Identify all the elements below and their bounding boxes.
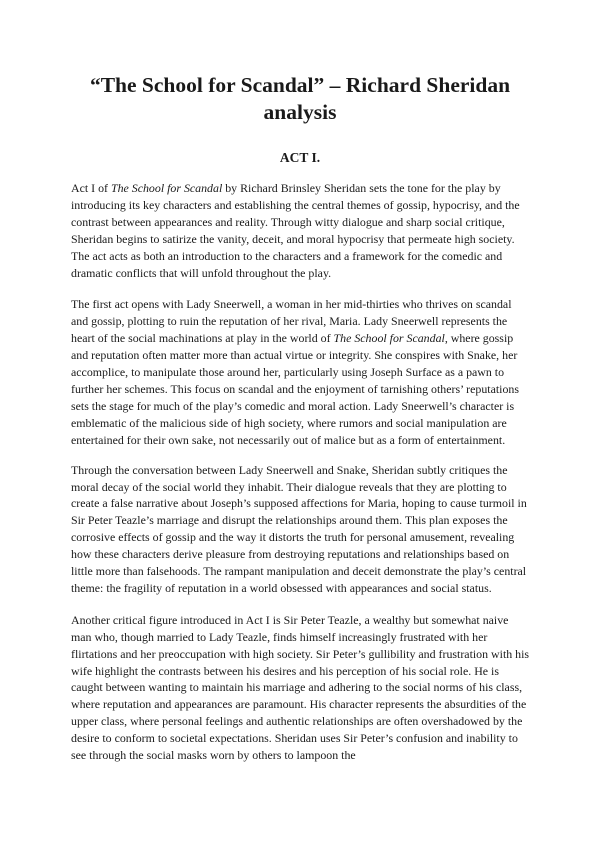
document-title: “The School for Scandal” – Richard Sheridan analysis xyxy=(89,73,511,124)
body-paragraph xyxy=(71,180,531,281)
section-heading-act-1: ACT I. xyxy=(279,150,321,165)
paragraph-text: Another critical figure introduced in Act I is Sir Peter Teazle, a wealthy but somewhat naive man who, though married to Lady Teazle, finds himself increasingly frustrated with her flirtations and her preoccupation with high society. Sir Peter’s gullibility and frustration with his wife highlight the contrasts between his desires and his perception of his social role. He is caught between wanting to maintain his marriage and adhering to the social norms of his class, where reputation and appearances are paramount. His character represents the absurdities of the upper class, where personal feelings and authentic relationships are often overshadowed by the desire to conform to societal expectations. Sheridan uses Sir Peter’s confusion and inability to see through the social masks worn by others to lampoon the xyxy=(71,612,530,763)
italic-title-text: The School for Scandal xyxy=(333,331,445,346)
paragraph-text: Through the conversation between Lady Sneerwell and Snake, Sheridan subtly critiques the moral decay of the social world they inhabit. Their dialogue reveals that they are plotting to create a false narrative about Joseph’s supposed affections for Maria, hoping to cause turmoil in Sir Peter Teazle’s marriage and disrupt the relationships around them. This plan exposes the corrosive effects of gossip and the way it distorts the truth for personal amusement, revealing how these characters derive pleasure from destroying reputations and relationships based on little more than falsehoods. The rampant manipulation and deceit demonstrate the play’s central theme: the fragility of reputation in a world obsessed with appearances and social status. xyxy=(71,462,527,595)
body-paragraph xyxy=(71,462,531,597)
paragraph-text: , where gossip and reputation often matter more than actual virtue or integrity. She conspires with Snake, her accomplice, to manipulate those around her, particularly using Joseph Surface as a pawn to further her schemes. This focus on scandal and the enjoyment of tarnishing others’ reputations sets the stage for much of the play’s comedic and moral action. Lady Sneerwell’s character is emblematic of the malicious side of high society, where rumors and social manipulation are entertained for their own sake, not necessarily out of malice but as a form of entertainment. xyxy=(71,331,519,447)
italic-title-text: The School for Scandal xyxy=(110,181,223,195)
body-text xyxy=(71,180,531,779)
body-paragraph xyxy=(71,296,531,448)
paragraph-text: Act I of xyxy=(71,181,111,195)
body-paragraph xyxy=(71,612,531,764)
paragraph-text: by Richard Brinsley Sheridan sets the tone for the play by introducing its key characters and establishing the central themes of gossip, hypocrisy, and the contrast between appearances and reality. Through witty dialogue and sharp social critique, Sheridan begins to satirize the vanity, deceit, and moral hypocrisy that permeate high society. The act acts as both an introduction to the characters and a framework for the comedic and dramatic conflicts that will unfold throughout the play. xyxy=(71,181,520,280)
paragraph-text: The first act opens with Lady Sneerwell, a woman in her mid-thirties who thrives on scandal and gossip, plotting to ruin the reputation of her rival, Maria. Lady Sneerwell represents the heart of the social machinations at play in the world of xyxy=(71,297,512,346)
